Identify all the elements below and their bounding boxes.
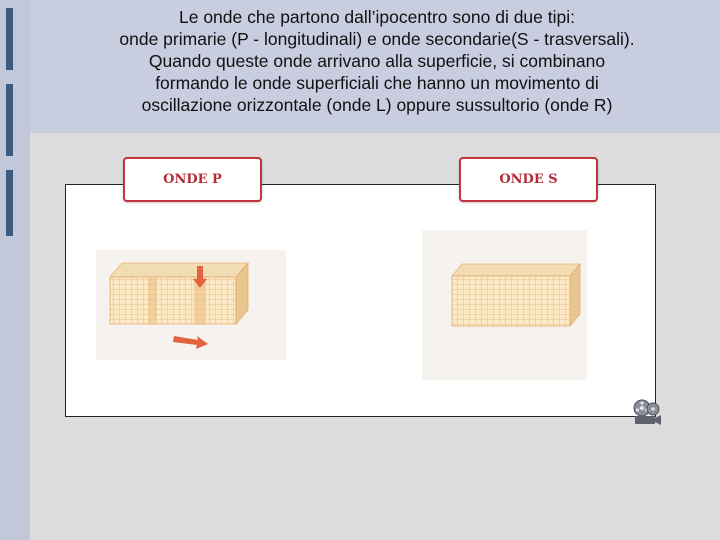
title-line: Quando queste onde arrivano alla superficie, si combinano (148, 51, 606, 71)
edge-bar (6, 8, 13, 70)
p-wave-label: ONDE P (123, 157, 262, 202)
left-strip (0, 0, 30, 540)
title-line: oscillazione orizzontale (onde L) oppure sussultorio (onde R) (141, 95, 613, 115)
title-line: formando le onde superficiali che hanno un movimento di (155, 73, 599, 93)
film-reel-icon[interactable] (632, 397, 662, 427)
edge-bar (6, 170, 13, 236)
title-line: onde primarie (P - longitudinali) e onde secondarie(S - trasversali). (119, 29, 635, 49)
s-wave-block-diagram (422, 230, 587, 380)
s-wave-label: ONDE S (459, 157, 598, 202)
title-line: Le onde che partono dall’ipocentro sono di due tipi: (179, 7, 575, 27)
p-wave-block-diagram (96, 250, 286, 360)
slide-title (34, 6, 720, 116)
edge-bar (6, 84, 13, 156)
